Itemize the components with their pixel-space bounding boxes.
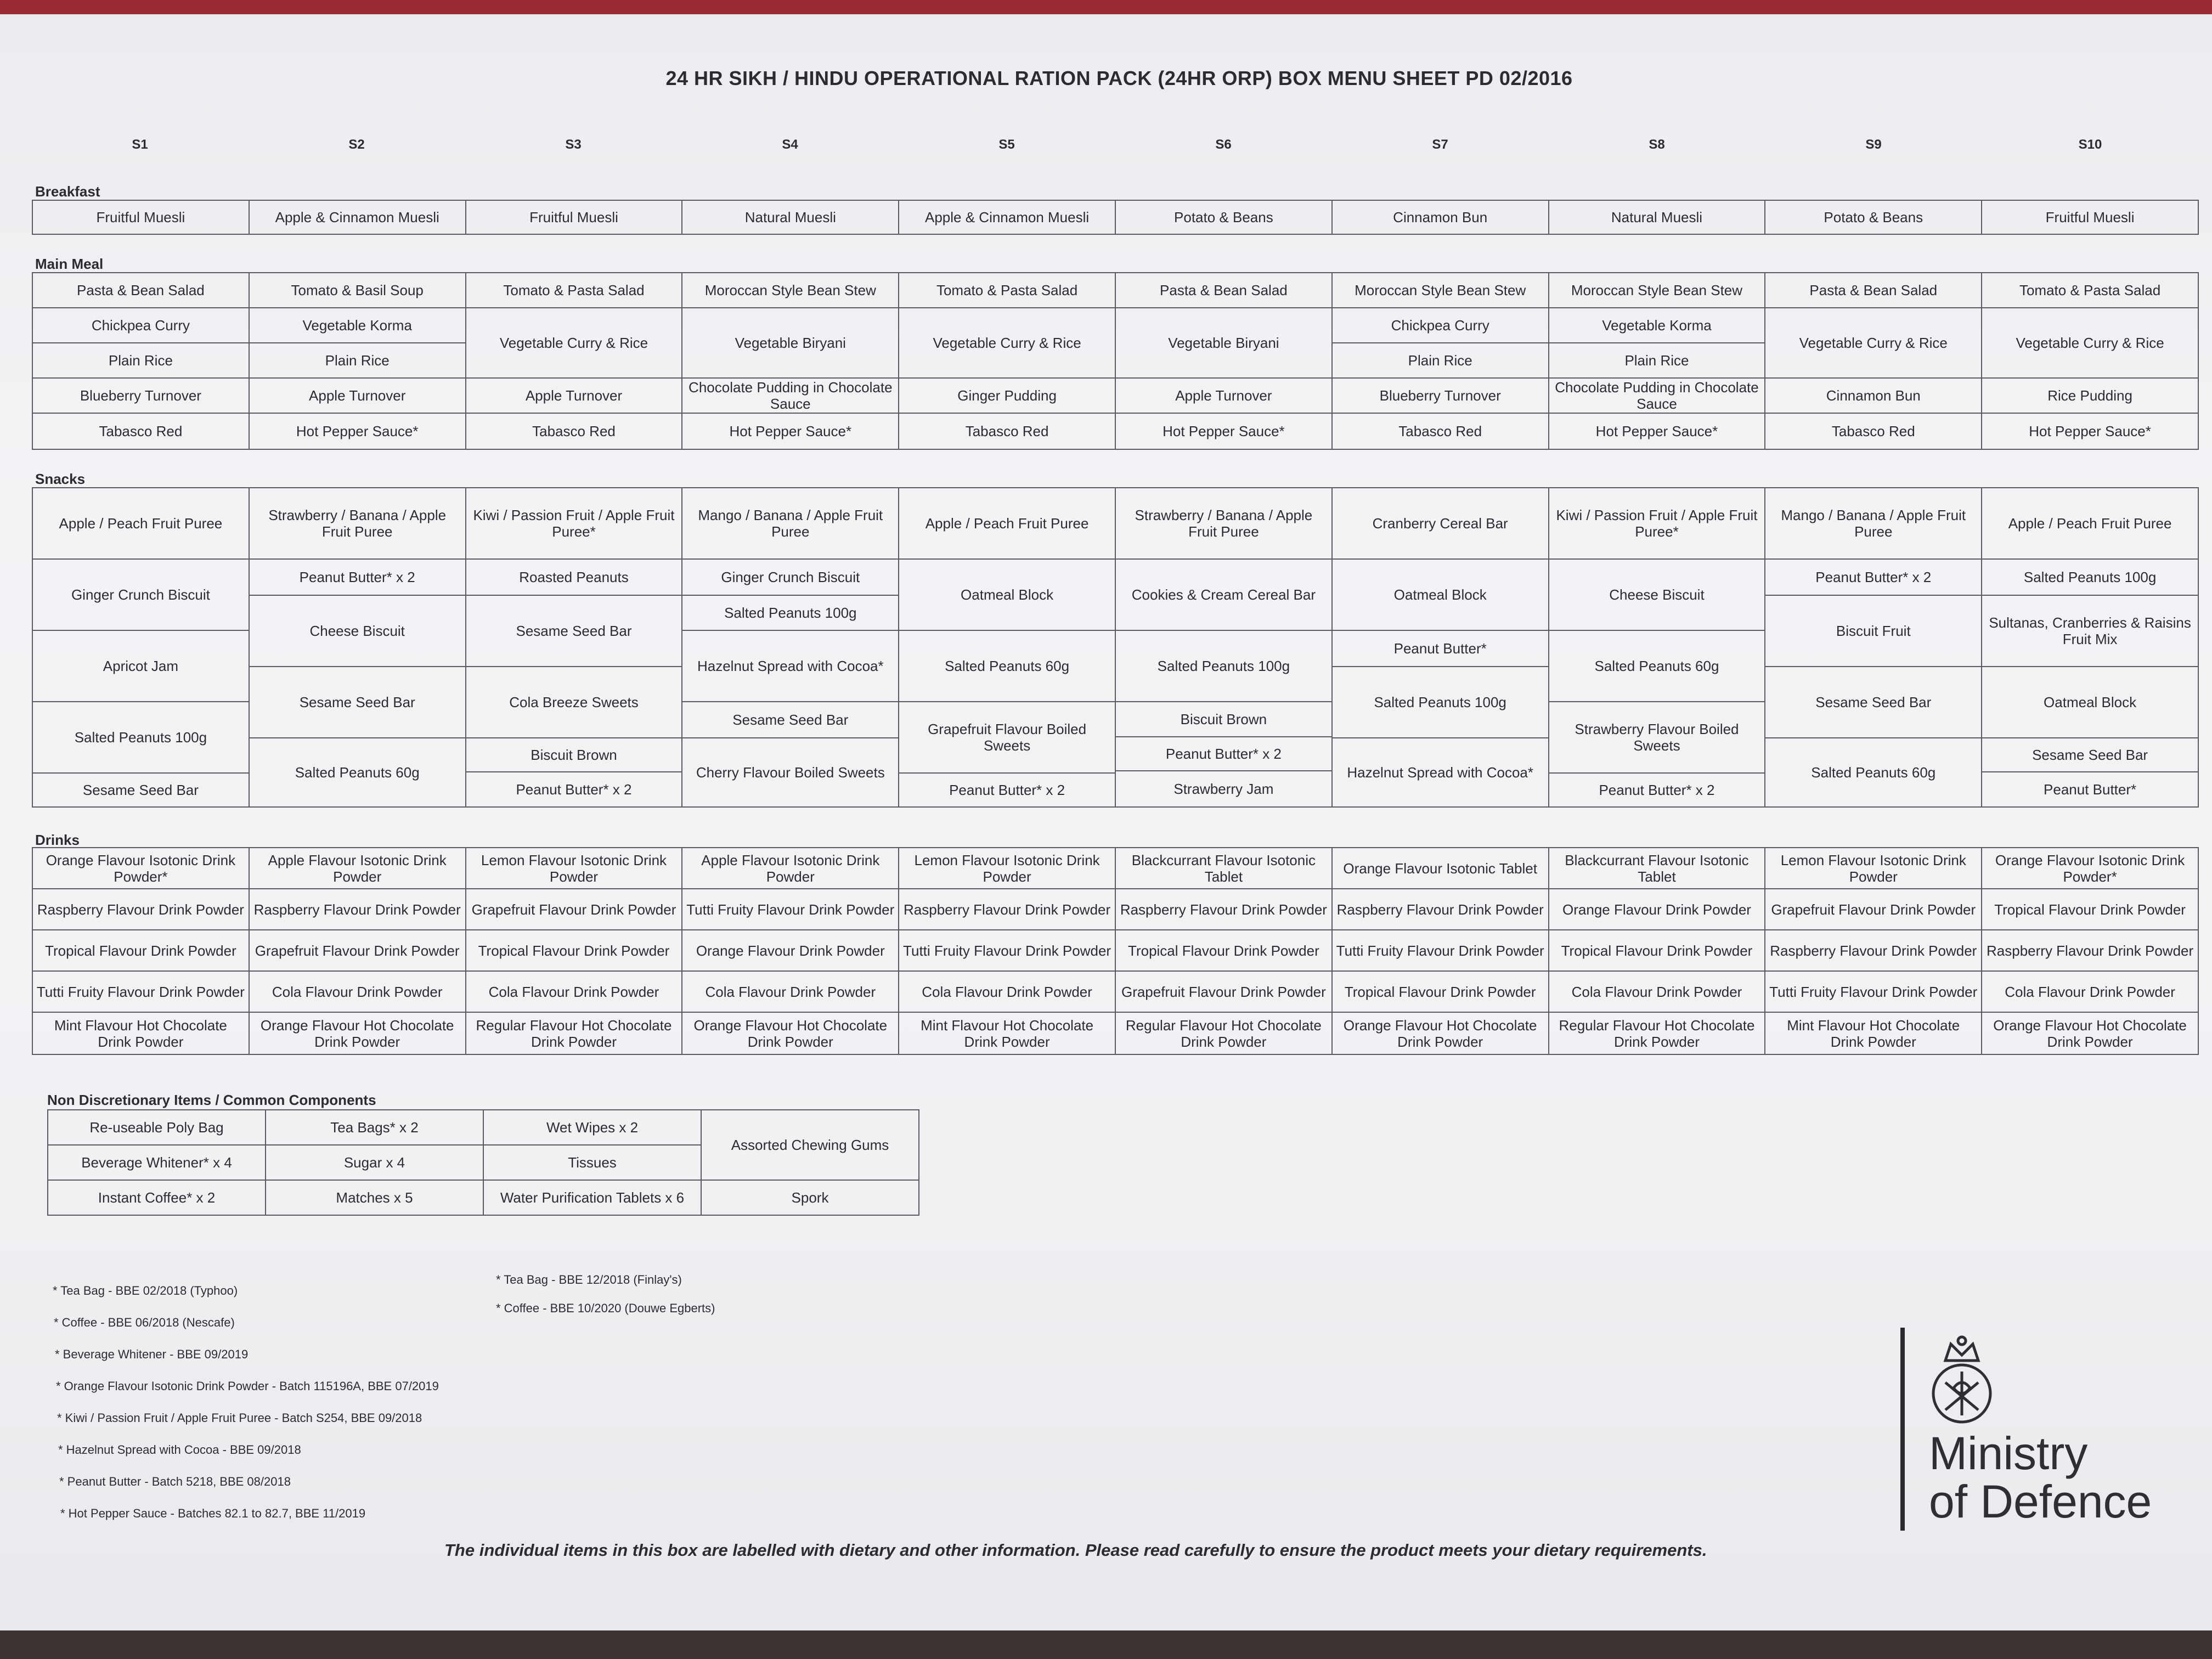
drink-item: Orange Flavour Isotonic Drink Powder* bbox=[33, 848, 249, 889]
snacks-col-s4 bbox=[682, 488, 899, 807]
main-meal-item: Moroccan Style Bean Stew bbox=[682, 273, 898, 308]
section-label-main-meal: Main Meal bbox=[35, 256, 104, 272]
snack-item: Salted Peanuts 60g bbox=[1549, 631, 1765, 702]
drink-item: Raspberry Flavour Drink Powder bbox=[1116, 889, 1331, 930]
column-header-s6: S6 bbox=[1215, 137, 1232, 152]
breakfast-cell: Cinnamon Bun bbox=[1332, 200, 1549, 234]
main-meal-col-s1 bbox=[32, 273, 249, 449]
footnote: * Coffee - BBE 10/2020 (Douwe Egberts) bbox=[496, 1301, 715, 1315]
nd-item: Spork bbox=[701, 1180, 919, 1215]
snack-item: Hazelnut Spread with Cocoa* bbox=[682, 631, 898, 702]
snack-item: Peanut Butter* bbox=[1333, 631, 1548, 667]
snack-item: Ginger Crunch Biscuit bbox=[33, 560, 249, 631]
drink-item: Tutti Fruity Flavour Drink Powder bbox=[33, 972, 249, 1013]
main-meal-item: Plain Rice bbox=[33, 343, 249, 379]
drinks-col-s1 bbox=[32, 848, 249, 1054]
snack-item: Cookies & Cream Cereal Bar bbox=[1116, 560, 1331, 631]
snack-item: Sesame Seed Bar bbox=[250, 667, 465, 738]
drink-item: Orange Flavour Drink Powder bbox=[682, 930, 898, 972]
snack-item: Biscuit Fruit bbox=[1765, 596, 1981, 667]
drinks-col-s5 bbox=[899, 848, 1115, 1054]
main-meal-item: Cinnamon Bun bbox=[1765, 379, 1981, 414]
main-meal-item: Hot Pepper Sauce* bbox=[729, 423, 852, 439]
nd-item: Instant Coffee* x 2 bbox=[48, 1180, 266, 1215]
main-meal-col-s6 bbox=[1115, 273, 1332, 449]
ministry-of-defence-logo bbox=[1900, 1328, 2186, 1536]
nd-item: Matches x 5 bbox=[266, 1180, 483, 1215]
breakfast-cell: Fruitful Muesli bbox=[1982, 200, 2198, 234]
snack-item: Sesame Seed Bar bbox=[466, 596, 682, 667]
background-table-top bbox=[0, 0, 2212, 14]
non-discretionary-row bbox=[48, 1180, 919, 1215]
dietary-note: The individual items in this box are labelled with dietary and other information. Please read carefully to ensure the product meets your dietary requirements. bbox=[444, 1541, 1707, 1560]
snack-item: Apple / Peach Fruit Puree bbox=[1982, 488, 2198, 560]
snack-item: Salted Peanuts 100g bbox=[1116, 631, 1331, 702]
breakfast-cell: Apple & Cinnamon Muesli bbox=[899, 200, 1115, 234]
snack-item: Mango / Banana / Apple Fruit Puree bbox=[682, 488, 898, 560]
snack-item: Apricot Jam bbox=[33, 631, 249, 702]
snack-item: Roasted Peanuts bbox=[466, 560, 682, 596]
snack-item: Biscuit Brown bbox=[1116, 702, 1331, 737]
nd-item: Sugar x 4 bbox=[266, 1145, 483, 1180]
main-meal-item: Vegetable Curry & Rice bbox=[1982, 308, 2198, 379]
snack-item: Sesame Seed Bar bbox=[82, 782, 199, 798]
page-title: 24 HR SIKH / HINDU OPERATIONAL RATION PACK (24HR ORP) BOX MENU SHEET PD 02/2016 bbox=[665, 67, 1573, 89]
drink-item: Blackcurrant Flavour Isotonic Tablet bbox=[1549, 848, 1765, 889]
main-meal-col-s10 bbox=[1982, 273, 2198, 449]
main-meal-item: Vegetable Curry & Rice bbox=[899, 308, 1115, 379]
snack-item: Strawberry / Banana / Apple Fruit Puree bbox=[1116, 488, 1331, 560]
main-meal-item: Tomato & Pasta Salad bbox=[466, 273, 682, 308]
main-meal-item: Apple Turnover bbox=[466, 379, 682, 414]
drink-item: Tutti Fruity Flavour Drink Powder bbox=[682, 889, 898, 930]
drink-item: Mint Flavour Hot Chocolate Drink Powder bbox=[54, 1017, 227, 1050]
drink-item: Orange Flavour Drink Powder bbox=[1549, 889, 1765, 930]
snack-item: Sesame Seed Bar bbox=[1982, 738, 2198, 772]
column-header-s9: S9 bbox=[1865, 137, 1882, 152]
footnote: * Tea Bag - BBE 12/2018 (Finlay's) bbox=[496, 1273, 682, 1286]
breakfast-cell: Potato & Beans bbox=[1765, 200, 1982, 234]
column-header-s2: S2 bbox=[348, 137, 365, 152]
snack-item: Ginger Crunch Biscuit bbox=[682, 560, 898, 596]
snack-item: Grapefruit Flavour Boiled Sweets bbox=[899, 702, 1115, 774]
nd-item: Water Purification Tablets x 6 bbox=[483, 1180, 701, 1215]
main-meal-item: Chickpea Curry bbox=[33, 308, 249, 343]
footnote: * Coffee - BBE 06/2018 (Nescafe) bbox=[54, 1316, 235, 1329]
snack-item: Apple / Peach Fruit Puree bbox=[899, 488, 1115, 560]
drinks-col-s7 bbox=[1332, 848, 1549, 1054]
drink-item: Mint Flavour Hot Chocolate Drink Powder bbox=[1787, 1017, 1960, 1050]
snack-item: Strawberry Flavour Boiled Sweets bbox=[1549, 702, 1765, 774]
snack-item: Sultanas, Cranberries & Raisins Fruit Mix bbox=[1982, 596, 2198, 667]
drink-item: Raspberry Flavour Drink Powder bbox=[1982, 930, 2198, 972]
drink-item: Lemon Flavour Isotonic Drink Powder bbox=[1765, 848, 1981, 889]
logo-text-line1: Ministry bbox=[1929, 1427, 2088, 1479]
main-meal-col-s9 bbox=[1765, 273, 1982, 449]
drinks-col-s3 bbox=[466, 848, 682, 1054]
background-table-bottom bbox=[0, 1630, 2212, 1659]
snack-item: Peanut Butter* bbox=[2044, 781, 2137, 798]
main-meal-item: Tomato & Pasta Salad bbox=[1982, 273, 2198, 308]
snack-item: Biscuit Brown bbox=[466, 738, 682, 772]
section-label-snacks: Snacks bbox=[35, 471, 86, 487]
drink-item: Cola Flavour Drink Powder bbox=[899, 972, 1115, 1013]
snack-item: Cola Breeze Sweets bbox=[466, 667, 682, 738]
breakfast-cell: Natural Muesli bbox=[682, 200, 899, 234]
snack-item: Peanut Butter* x 2 bbox=[250, 560, 465, 596]
drink-item: Tutti Fruity Flavour Drink Powder bbox=[1765, 972, 1981, 1013]
breakfast-cell: Potato & Beans bbox=[1115, 200, 1332, 234]
drink-item: Tutti Fruity Flavour Drink Powder bbox=[1333, 930, 1548, 972]
main-meal-item: Hot Pepper Sauce* bbox=[296, 423, 419, 439]
main-meal-item: Blueberry Turnover bbox=[1333, 379, 1548, 414]
drinks-row bbox=[32, 848, 2198, 1054]
logo-divider bbox=[1900, 1328, 1905, 1531]
snack-item: Kiwi / Passion Fruit / Apple Fruit Puree* bbox=[1549, 488, 1765, 560]
snack-item: Sesame Seed Bar bbox=[682, 702, 898, 738]
main-meal-item: Vegetable Curry & Rice bbox=[1765, 308, 1981, 379]
snack-item: Salted Peanuts 60g bbox=[295, 764, 420, 781]
snacks-col-s1 bbox=[32, 488, 249, 807]
snack-item: Kiwi / Passion Fruit / Apple Fruit Puree* bbox=[466, 488, 682, 560]
snacks-col-s10 bbox=[1982, 488, 2198, 807]
column-header-s1: S1 bbox=[132, 137, 148, 152]
main-meal-item: Vegetable Korma bbox=[250, 308, 465, 343]
drinks-table bbox=[32, 847, 2199, 1055]
snacks-row bbox=[32, 488, 2198, 807]
snacks-col-s6 bbox=[1115, 488, 1332, 807]
main-meal-item: Tabasco Red bbox=[1831, 423, 1915, 439]
snack-item: Cranberry Cereal Bar bbox=[1333, 488, 1548, 560]
main-meal-item: Hot Pepper Sauce* bbox=[1163, 423, 1285, 439]
main-meal-col-s3 bbox=[466, 273, 682, 449]
drinks-col-s2 bbox=[249, 848, 466, 1054]
main-meal-item: Vegetable Korma bbox=[1549, 308, 1765, 343]
column-header-s4: S4 bbox=[782, 137, 798, 152]
drink-item: Cola Flavour Drink Powder bbox=[466, 972, 682, 1013]
drink-item: Grapefruit Flavour Drink Powder bbox=[1765, 889, 1981, 930]
snack-item: Strawberry / Banana / Apple Fruit Puree bbox=[250, 488, 465, 560]
snacks-col-s2 bbox=[249, 488, 466, 807]
main-meal-row bbox=[32, 273, 2198, 449]
snack-item: Salted Peanuts 100g bbox=[682, 596, 898, 631]
drink-item: Raspberry Flavour Drink Powder bbox=[250, 889, 465, 930]
main-meal-item: Hot Pepper Sauce* bbox=[1595, 423, 1718, 439]
drink-item: Orange Flavour Hot Chocolate Drink Powder bbox=[260, 1017, 454, 1050]
snack-item: Peanut Butter* x 2 bbox=[516, 781, 632, 798]
snack-item: Peanut Butter* x 2 bbox=[1116, 737, 1331, 771]
drinks-col-s6 bbox=[1115, 848, 1332, 1054]
drink-item: Cola Flavour Drink Powder bbox=[1982, 972, 2198, 1013]
footnote: * Peanut Butter - Batch 5218, BBE 08/2018 bbox=[59, 1475, 291, 1488]
snack-item: Strawberry Jam bbox=[1173, 781, 1274, 797]
drink-item: Orange Flavour Isotonic Tablet bbox=[1333, 848, 1548, 889]
drink-item: Regular Flavour Hot Chocolate Drink Powder bbox=[1559, 1017, 1755, 1050]
drink-item: Tutti Fruity Flavour Drink Powder bbox=[899, 930, 1115, 972]
column-header-s3: S3 bbox=[565, 137, 582, 152]
nd-item: Tissues bbox=[483, 1145, 701, 1180]
drink-item: Cola Flavour Drink Powder bbox=[682, 972, 898, 1013]
footnote: * Hot Pepper Sauce - Batches 82.1 to 82.7, BBE 11/2019 bbox=[60, 1506, 366, 1520]
main-meal-item: Pasta & Bean Salad bbox=[1116, 273, 1331, 308]
drinks-col-s8 bbox=[1549, 848, 1765, 1054]
main-meal-item: Chickpea Curry bbox=[1333, 308, 1548, 343]
snack-item: Oatmeal Block bbox=[1982, 667, 2198, 738]
main-meal-item: Vegetable Biryani bbox=[1116, 308, 1331, 379]
drink-item: Regular Flavour Hot Chocolate Drink Powder bbox=[1125, 1017, 1322, 1050]
drink-item: Orange Flavour Isotonic Drink Powder* bbox=[1982, 848, 2198, 889]
drinks-col-s10 bbox=[1982, 848, 2198, 1054]
snacks-col-s9 bbox=[1765, 488, 1982, 807]
main-meal-item: Pasta & Bean Salad bbox=[1765, 273, 1981, 308]
nd-item: Assorted Chewing Gums bbox=[701, 1110, 919, 1180]
snack-item: Salted Peanuts 100g bbox=[1333, 667, 1548, 738]
breakfast-table bbox=[32, 200, 2199, 235]
snack-item: Peanut Butter* x 2 bbox=[949, 782, 1065, 798]
crest-icon bbox=[1923, 1333, 2000, 1426]
snacks-col-s8 bbox=[1549, 488, 1765, 807]
breakfast-cell: Fruitful Muesli bbox=[32, 200, 249, 234]
snack-item: Salted Peanuts 60g bbox=[899, 631, 1115, 702]
footnote: * Tea Bag - BBE 02/2018 (Typhoo) bbox=[53, 1284, 238, 1297]
nd-item: Wet Wipes x 2 bbox=[483, 1110, 701, 1145]
drink-item: Lemon Flavour Isotonic Drink Powder bbox=[899, 848, 1115, 889]
drink-item: Orange Flavour Hot Chocolate Drink Powder bbox=[1343, 1017, 1537, 1050]
nd-item: Re-useable Poly Bag bbox=[48, 1110, 266, 1145]
non-discretionary-row bbox=[48, 1110, 919, 1145]
drink-item: Tropical Flavour Drink Powder bbox=[1549, 930, 1765, 972]
column-header-s7: S7 bbox=[1432, 137, 1448, 152]
snacks-col-s3 bbox=[466, 488, 682, 807]
drink-item: Tropical Flavour Drink Powder bbox=[33, 930, 249, 972]
breakfast-cell: Apple & Cinnamon Muesli bbox=[249, 200, 466, 234]
main-meal-item: Vegetable Biryani bbox=[682, 308, 898, 379]
section-label-drinks: Drinks bbox=[35, 832, 80, 848]
drink-item: Lemon Flavour Isotonic Drink Powder bbox=[466, 848, 682, 889]
footnote: * Kiwi / Passion Fruit / Apple Fruit Puree - Batch S254, BBE 09/2018 bbox=[57, 1411, 422, 1425]
main-meal-col-s8 bbox=[1549, 273, 1765, 449]
main-meal-col-s5 bbox=[899, 273, 1115, 449]
snack-item: Salted Peanuts 100g bbox=[1982, 560, 2198, 596]
drink-item: Cola Flavour Drink Powder bbox=[1549, 972, 1765, 1013]
section-label-breakfast: Breakfast bbox=[35, 183, 100, 200]
main-meal-item: Blueberry Turnover bbox=[33, 379, 249, 414]
column-header-s10: S10 bbox=[2078, 137, 2102, 152]
breakfast-row bbox=[32, 200, 2198, 234]
nd-item: Beverage Whitener* x 4 bbox=[48, 1145, 266, 1180]
main-meal-item: Plain Rice bbox=[250, 343, 465, 379]
drink-item: Regular Flavour Hot Chocolate Drink Powder bbox=[476, 1017, 672, 1050]
column-header-s8: S8 bbox=[1649, 137, 1665, 152]
column-header-s5: S5 bbox=[998, 137, 1015, 152]
footnote: * Orange Flavour Isotonic Drink Powder - Batch 115196A, BBE 07/2019 bbox=[56, 1379, 439, 1393]
drinks-col-s4 bbox=[682, 848, 899, 1054]
snack-item: Salted Peanuts 100g bbox=[33, 702, 249, 774]
snack-item: Mango / Banana / Apple Fruit Puree bbox=[1765, 488, 1981, 560]
snacks-col-s7 bbox=[1332, 488, 1549, 807]
non-discretionary-table bbox=[47, 1109, 919, 1216]
footnote: * Beverage Whitener - BBE 09/2019 bbox=[55, 1347, 249, 1361]
drink-item: Raspberry Flavour Drink Powder bbox=[1333, 889, 1548, 930]
main-meal-item: Tabasco Red bbox=[99, 423, 183, 439]
breakfast-cell: Natural Muesli bbox=[1549, 200, 1765, 234]
main-meal-col-s4 bbox=[682, 273, 899, 449]
snacks-table bbox=[32, 487, 2199, 808]
main-meal-item: Tomato & Pasta Salad bbox=[899, 273, 1115, 308]
snack-item: Cheese Biscuit bbox=[250, 596, 465, 667]
main-meal-item: Tabasco Red bbox=[965, 423, 1049, 439]
snack-item: Cheese Biscuit bbox=[1549, 560, 1765, 631]
drinks-col-s9 bbox=[1765, 848, 1982, 1054]
drink-item: Apple Flavour Isotonic Drink Powder bbox=[250, 848, 465, 889]
main-meal-item: Tabasco Red bbox=[532, 423, 616, 439]
drink-item: Orange Flavour Hot Chocolate Drink Powder bbox=[1993, 1017, 2187, 1050]
drink-item: Tropical Flavour Drink Powder bbox=[1982, 889, 2198, 930]
section-label-non-discretionary: Non Discretionary Items / Common Components bbox=[47, 1092, 376, 1108]
snack-item: Hazelnut Spread with Cocoa* bbox=[1347, 764, 1533, 781]
main-meal-item: Plain Rice bbox=[1549, 343, 1765, 379]
snack-item: Oatmeal Block bbox=[899, 560, 1115, 631]
drink-item: Mint Flavour Hot Chocolate Drink Powder bbox=[921, 1017, 1094, 1050]
drink-item: Grapefruit Flavour Drink Powder bbox=[1116, 972, 1331, 1013]
footnote: * Hazelnut Spread with Cocoa - BBE 09/2018 bbox=[58, 1443, 301, 1457]
main-meal-item: Apple Turnover bbox=[1116, 379, 1331, 414]
drink-item: Tropical Flavour Drink Powder bbox=[1116, 930, 1331, 972]
main-meal-item: Hot Pepper Sauce* bbox=[2029, 423, 2151, 439]
main-meal-item: Moroccan Style Bean Stew bbox=[1333, 273, 1548, 308]
drink-item: Tropical Flavour Drink Powder bbox=[466, 930, 682, 972]
main-meal-table bbox=[32, 272, 2199, 450]
main-meal-item: Moroccan Style Bean Stew bbox=[1549, 273, 1765, 308]
main-meal-item: Rice Pudding bbox=[1982, 379, 2198, 414]
drink-item: Orange Flavour Hot Chocolate Drink Powder bbox=[693, 1017, 888, 1050]
snacks-col-s5 bbox=[899, 488, 1115, 807]
nd-item: Tea Bags* x 2 bbox=[266, 1110, 483, 1145]
main-meal-item: Chocolate Pudding in Chocolate Sauce bbox=[1549, 379, 1765, 414]
main-meal-item: Apple Turnover bbox=[250, 379, 465, 414]
logo-text-line2: of Defence bbox=[1929, 1476, 2152, 1527]
drink-item: Raspberry Flavour Drink Powder bbox=[33, 889, 249, 930]
drink-item: Cola Flavour Drink Powder bbox=[250, 972, 465, 1013]
drink-item: Raspberry Flavour Drink Powder bbox=[899, 889, 1115, 930]
main-meal-item: Pasta & Bean Salad bbox=[33, 273, 249, 308]
snack-item: Salted Peanuts 60g bbox=[1811, 764, 1936, 781]
breakfast-cell: Fruitful Muesli bbox=[466, 200, 682, 234]
main-meal-col-s2 bbox=[249, 273, 466, 449]
main-meal-item: Chocolate Pudding in Chocolate Sauce bbox=[682, 379, 898, 414]
snack-item: Apple / Peach Fruit Puree bbox=[33, 488, 249, 560]
drink-item: Blackcurrant Flavour Isotonic Tablet bbox=[1116, 848, 1331, 889]
main-meal-item: Tabasco Red bbox=[1398, 423, 1482, 439]
drink-item: Grapefruit Flavour Drink Powder bbox=[250, 930, 465, 972]
main-meal-col-s7 bbox=[1332, 273, 1549, 449]
snack-item: Peanut Butter* x 2 bbox=[1765, 560, 1981, 596]
snack-item: Sesame Seed Bar bbox=[1765, 667, 1981, 738]
drink-item: Raspberry Flavour Drink Powder bbox=[1765, 930, 1981, 972]
drink-item: Grapefruit Flavour Drink Powder bbox=[466, 889, 682, 930]
main-meal-item: Ginger Pudding bbox=[899, 379, 1115, 414]
snack-item: Cherry Flavour Boiled Sweets bbox=[696, 764, 885, 781]
main-meal-item: Tomato & Basil Soup bbox=[250, 273, 465, 308]
main-meal-item: Vegetable Curry & Rice bbox=[466, 308, 682, 379]
snack-item: Oatmeal Block bbox=[1333, 560, 1548, 631]
drink-item: Apple Flavour Isotonic Drink Powder bbox=[682, 848, 898, 889]
drink-item: Tropical Flavour Drink Powder bbox=[1333, 972, 1548, 1013]
main-meal-item: Plain Rice bbox=[1333, 343, 1548, 379]
snack-item: Peanut Butter* x 2 bbox=[1599, 782, 1715, 798]
logo-text bbox=[1929, 1429, 2152, 1526]
